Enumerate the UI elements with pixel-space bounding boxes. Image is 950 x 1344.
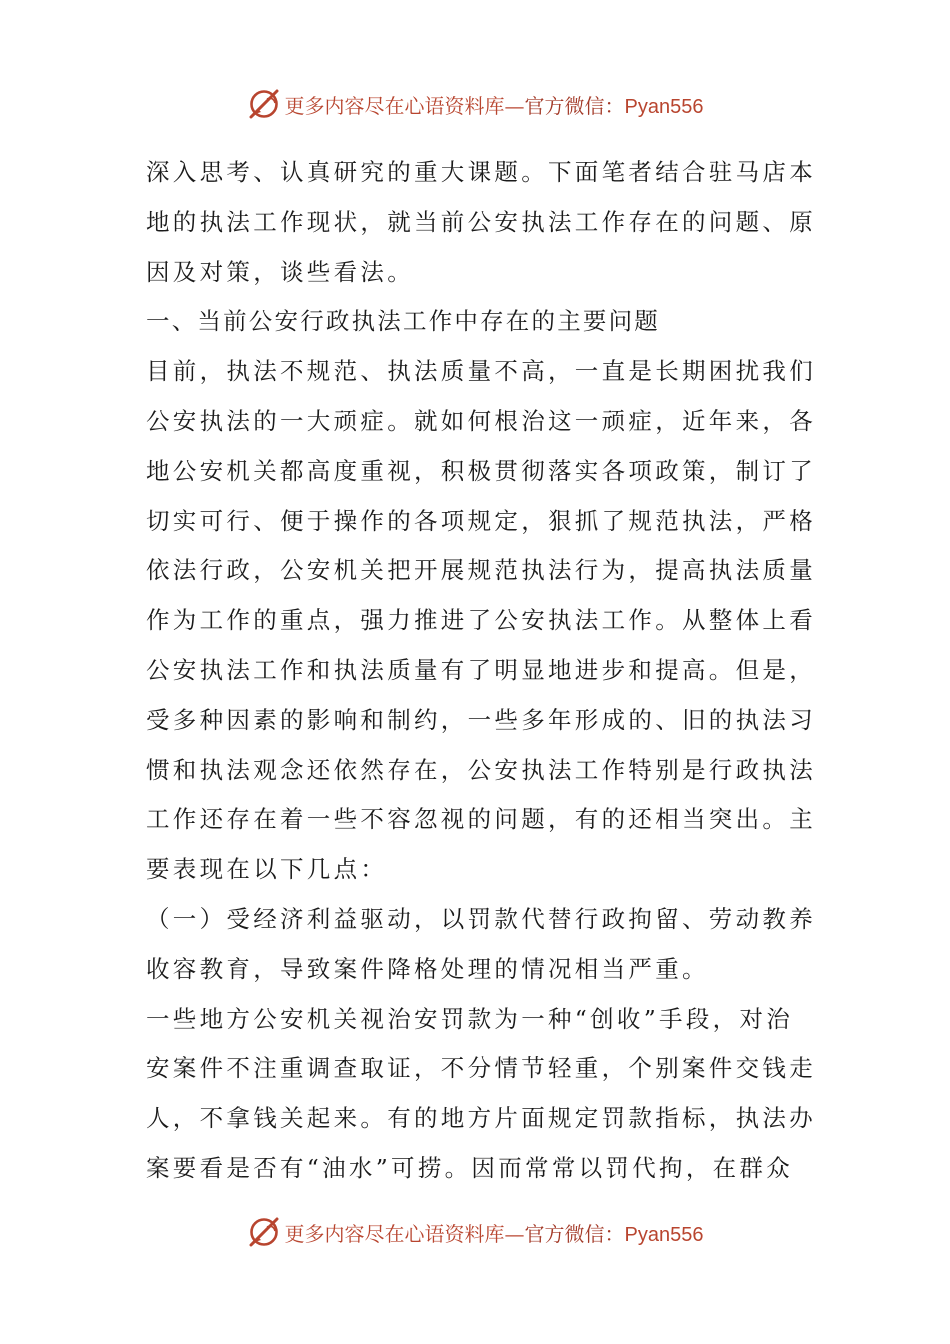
header-watermark — [0, 84, 950, 124]
watermark-dash: — — [504, 93, 525, 118]
text-line: 惯和执法观念还依然存在，公安执法工作特别是行政执法 — [146, 755, 816, 784]
watermark-brand: 更多内容尽在心语资料库 — [284, 93, 505, 118]
watermark-dash: — — [504, 1221, 525, 1246]
text-line: 作为工作的重点，强力推进了公安执法工作。从整体上看 — [146, 606, 816, 635]
pen-logo-icon — [247, 87, 281, 121]
footer-watermark — [0, 1212, 950, 1252]
text-line: 目前，执法不规范、执法质量不高，一直是长期困扰我们 — [146, 357, 816, 386]
pen-logo-icon — [247, 1215, 281, 1249]
text-line: 受多种因素的影响和制约，一些多年形成的、旧的执法习 — [146, 705, 816, 734]
watermark-wechat-id: Pyan556 — [624, 1223, 704, 1246]
text-line: 人，不拿钱关起来。有的地方片面规定罚款指标，执法办 — [146, 1104, 816, 1133]
text-line: 依法行政，公安机关把开展规范执法行为，提高执法质量 — [146, 556, 816, 585]
section-heading: 一、当前公安行政执法工作中存在的主要问题 — [146, 307, 660, 336]
text-line: 切实可行、便于操作的各项规定，狠抓了规范执法，严格 — [146, 506, 816, 535]
watermark-brand: 更多内容尽在心语资料库 — [284, 1221, 505, 1246]
text-line: 公安执法的一大顽症。就如何根治这一顽症，近年来，各 — [146, 406, 816, 435]
watermark-wechat-label: 官方微信： — [524, 93, 625, 118]
subsection-heading: （一）受经济利益驱动，以罚款代替行政拘留、劳动教养 — [146, 904, 816, 933]
document-body — [146, 148, 816, 1194]
watermark-text — [285, 1218, 704, 1247]
watermark-wechat-label: 官方微信： — [524, 1221, 625, 1246]
text-line: 一些地方公安机关视治安罚款为一种“创收”手段，对治 — [146, 1004, 794, 1033]
text-line: 地公安机关都高度重视，积极贯彻落实各项政策，制订了 — [146, 456, 816, 485]
text-line: 深入思考、认真研究的重大课题。下面笔者结合驻马店本 — [146, 158, 816, 186]
text-line: 安案件不注重调查取证，不分情节轻重，个别案件交钱走 — [146, 1054, 816, 1083]
text-line: 工作还存在着一些不容忽视的问题，有的还相当突出。主 — [146, 805, 816, 834]
watermark-wechat-id: Pyan556 — [624, 95, 704, 118]
text-line: 收容教育，导致案件降格处理的情况相当严重。 — [146, 954, 709, 983]
watermark-text — [285, 90, 704, 119]
text-line: 公安执法工作和执法质量有了明显地进步和提高。但是， — [146, 655, 816, 684]
text-line: 案要看是否有“油水”可捞。因而常常以罚代拘，在群众 — [146, 1153, 794, 1182]
text-line: 要表现在以下几点： — [146, 855, 388, 884]
text-line: 因及对策，谈些看法。 — [146, 257, 414, 286]
text-line: 地的执法工作现状，就当前公安执法工作存在的问题、原 — [146, 207, 816, 236]
